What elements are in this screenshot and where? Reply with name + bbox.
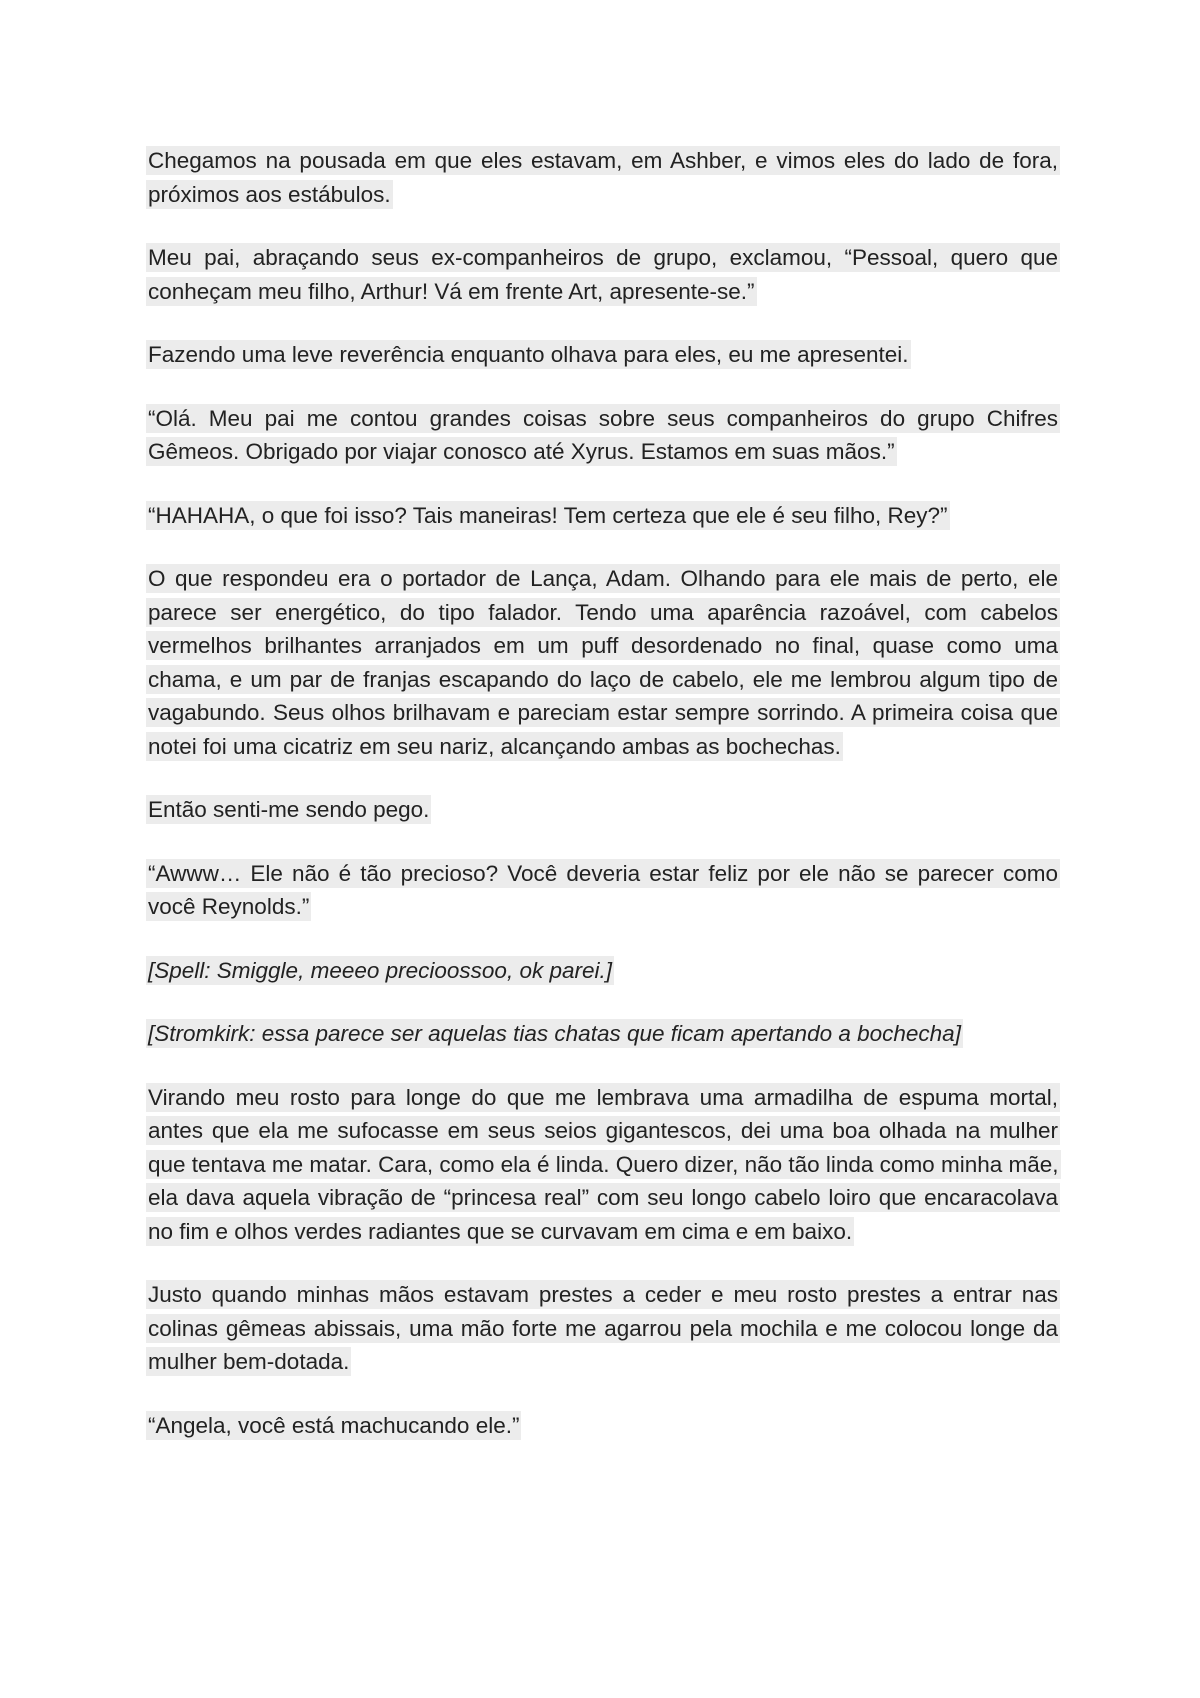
document-body bbox=[146, 144, 1060, 1472]
paragraph bbox=[146, 402, 1060, 469]
paragraph bbox=[146, 338, 1060, 372]
paragraph bbox=[146, 1278, 1060, 1379]
paragraph bbox=[146, 1081, 1060, 1249]
paragraph-text: Chegamos na pousada em que eles estavam, em Ashber, e vimos eles do lado de fora, próximos aos estábulos. bbox=[148, 148, 1058, 207]
paragraph-text: “Olá. Meu pai me contou grandes coisas sobre seus companheiros do grupo Chifres Gêmeos. Obrigado por viajar conosco até Xyrus. Estamos em suas mãos.” bbox=[148, 405, 1058, 464]
paragraph bbox=[146, 562, 1060, 763]
paragraph bbox=[146, 241, 1060, 308]
paragraph bbox=[146, 857, 1060, 924]
paragraph-text: O que respondeu era o portador de Lança, Adam. Olhando para ele mais de perto, ele parece ser energético, do tipo falador. Tendo uma aparência razoável, com cabelos vermelhos brilhantes arranjados em um puff desordenado no final, quase como uma chama, e um par de franjas escapando do laço de cabelo, ele me lembrou algum tipo de vagabundo. Seus olhos brilhavam e pareciam estar sempre sorrindo. A primeira coisa que notei foi uma cicatriz em seu nariz, alcançando ambas as bochechas. bbox=[148, 566, 1058, 759]
translator-note-text: [Stromkirk: essa parece ser aquelas tias chatas que ficam apertando a bochecha] bbox=[148, 1021, 961, 1046]
translator-note bbox=[146, 1017, 1060, 1051]
paragraph bbox=[146, 499, 1060, 533]
paragraph-text: Então senti-me sendo pego. bbox=[148, 797, 430, 822]
translator-note-text: [Spell: Smiggle, meeeo precioossoo, ok parei.] bbox=[148, 957, 612, 983]
paragraph bbox=[146, 1409, 1060, 1443]
paragraph-text: Meu pai, abraçando seus ex-companheiros de grupo, exclamou, “Pessoal, quero que conheçam meu filho, Arthur! Vá em frente Art, apresente-se.” bbox=[148, 245, 1058, 304]
paragraph-text: “HAHAHA, o que foi isso? Tais maneiras! Tem certeza que ele é seu filho, Rey?” bbox=[148, 502, 948, 528]
paragraph-text: Justo quando minhas mãos estavam prestes a ceder e meu rosto prestes a entrar nas colinas gêmeas abissais, uma mão forte me agarrou pela mochila e me colocou longe da mulher bem-dotada. bbox=[148, 1282, 1058, 1374]
paragraph bbox=[146, 144, 1060, 211]
paragraph-text: Fazendo uma leve reverência enquanto olhava para eles, eu me apresentei. bbox=[148, 342, 909, 367]
paragraph bbox=[146, 793, 1060, 827]
paragraph-text: “Angela, você está machucando ele.” bbox=[148, 1412, 520, 1438]
paragraph-text: “Awww… Ele não é tão precioso? Você deveria estar feliz por ele não se parecer como você Reynolds.” bbox=[148, 860, 1058, 919]
translator-note bbox=[146, 954, 1060, 988]
paragraph-text: Virando meu rosto para longe do que me lembrava uma armadilha de espuma mortal, antes que ela me sufocasse em seus seios gigantescos, dei uma boa olhada na mulher que tentava me matar. Cara, como ela é linda. Quero dizer, não tão linda como minha mãe, ela dava aquela vibração de “princesa real” com seu longo cabelo loiro que encaracolava no fim e olhos verdes radiantes que se curvavam em cima e em baixo. bbox=[148, 1084, 1059, 1244]
